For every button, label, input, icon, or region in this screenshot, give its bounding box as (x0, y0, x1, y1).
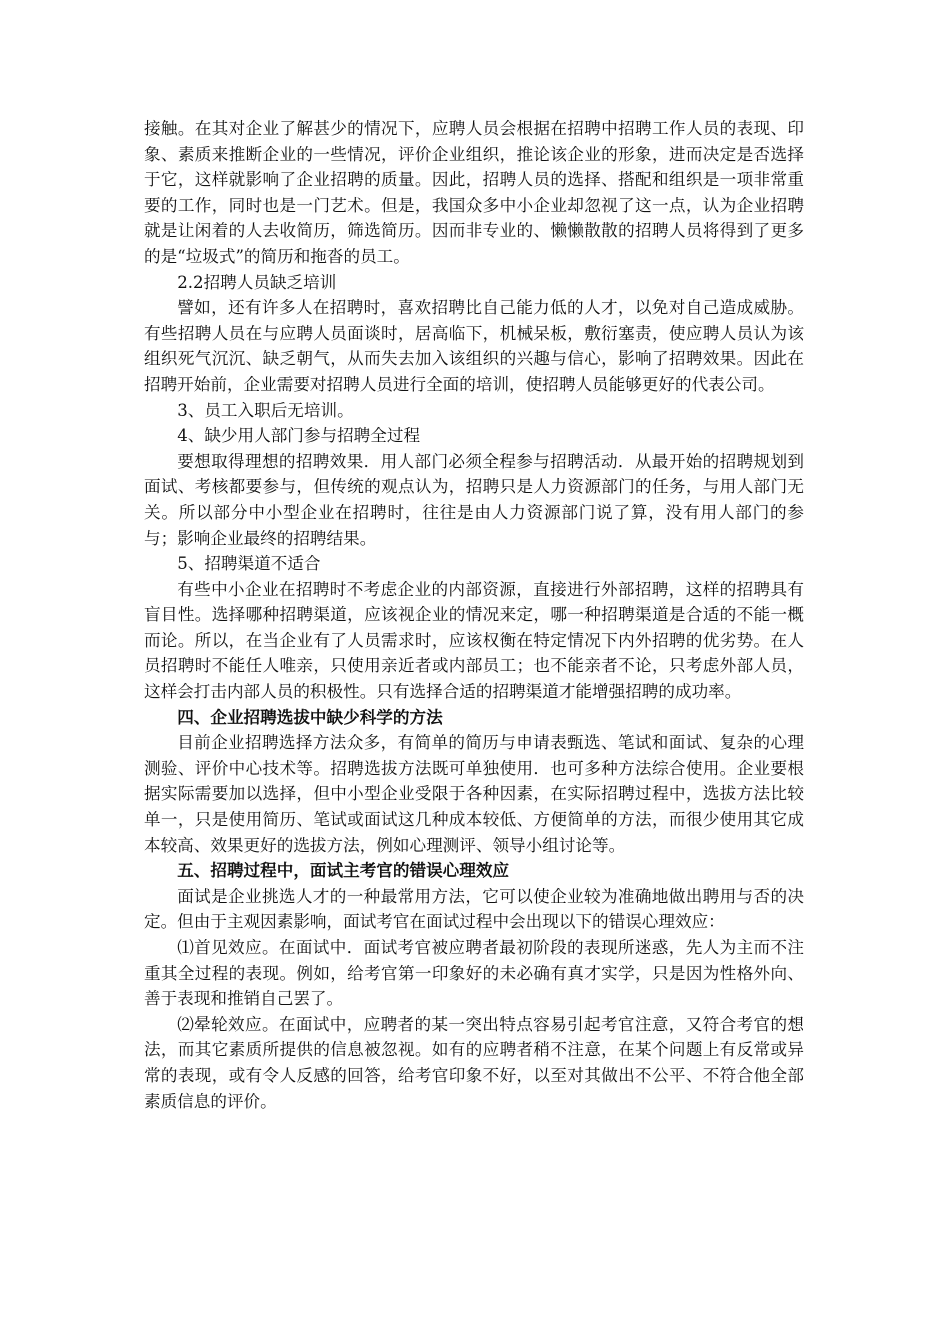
paragraph-primacy-effect: ⑴首见效应。在面试中．面试考官被应聘者最初阶段的表现所迷惑，先人为主而不注重其全过程的表现。例如，给考官第一印象好的未必确有真才实学，只是因为性格外向、善于表现和推销自己罢了。 (144, 938, 804, 1009)
section-heading-5-interviewer: 五、招聘过程中，面试主考官的错误心理效应 (177, 860, 510, 881)
heading-5-channels: 5、招聘渠道不适合 (177, 554, 321, 574)
paragraph-department-participation: 要想取得理想的招聘效果．用人部门必须全程参与招聘活动．从最开始的招聘规划到面试、考核都要参与，但传统的观点认为，招聘只是人力资源部门的任务，与用人部门无关。所以部分中小型企业在招聘时，往往是由人力资源部门说了算，没有用人部门的参与；影响企业最终的招聘结果。 (144, 451, 804, 548)
paragraph-selection-methods: 目前企业招聘选择方法众多，有简单的简历与申请表甄选、笔试和面试、复杂的心理测验、评价中心技术等。招聘选拔方法既可单独使用．也可多种方法综合使用。企业要根据实际需要加以选择，但中小型企业受限于各种因素，在实际招聘过程中，选拔方法比较单一，只是使用简历、笔试或面试这几种成本较低、方便简单的方法，而很少使用其它成本较高、效果更好的选拔方法，例如心理测评、领导小组讨论等。 (144, 733, 804, 855)
heading-2-2-training: 2.2招聘人员缺乏培训 (177, 272, 337, 292)
paragraph-halo-effect: ⑵晕轮效应。在面试中，应聘者的某一突出特点容易引起考官注意，又符合考官的想法，而其它素质所提供的信息被忽视。如有的应聘者稍不注意，在某个问题上有反常或异常的表现，或有令人反感的回答，给考官印象不好，以至对其做出不公平、不符合他全部素质信息的评价。 (144, 1014, 804, 1111)
heading-3-onboarding: 3、员工入职后无培训。 (177, 400, 354, 420)
heading-4-department: 4、缺少用人部门参与招聘全过程 (177, 426, 421, 446)
paragraph-recruitment-channels: 有些中小企业在招聘时不考虑企业的内部资源，直接进行外部招聘，这样的招聘具有盲目性。选择哪种招聘渠道，应该视企业的情况来定，哪一种招聘渠道是合适的不能一概而论。所以，在当企业有了人员需求时，应该权衡在特定情况下内外招聘的优劣势。在人员招聘时不能任人唯亲，只使用亲近者或内部员工；也不能亲者不论，只考虑外部人员，这样会打击内部人员的积极性。只有选择合适的招聘渠道才能增强招聘的成功率。 (144, 579, 804, 702)
paragraph-recruiter-training: 譬如，还有许多人在招聘时，喜欢招聘比自己能力低的人才，以免对自己造成威胁。有些招聘人员在与应聘人员面谈时，居高临下，机械呆板，敷衍塞责，使应聘人员认为该组织死气沉沉、缺乏朝气，从而失去加入该组织的兴趣与信心，影响了招聘效果。因此在招聘开始前，企业需要对招聘人员进行全面的培训，使招聘人员能够更好的代表公司。 (144, 298, 804, 394)
paragraph-interview-intro: 面试是企业挑选人才的一种最常用方法，它可以使企业较为准确地做出聘用与否的决定。但由于主观因素影响，面试考官在面试过程中会出现以下的错误心理效应： (144, 886, 804, 932)
paragraph-candidate-perception: 接触。在其对企业了解甚少的情况下，应聘人员会根据在招聘中招聘工作人员的表现、印象、素质来推断企业的一些情况，评价企业组织，推论该企业的形象，进而决定是否选择于它，这样就影响了企业招聘的质量。因此，招聘人员的选择、搭配和组织是一项非常重要的工作，同时也是一门艺术。但是，我国众多中小企业却忽视了这一点，认为企业招聘就是让闲着的人去收简历，筛选简历。因而非专业的、懒懒散散的招聘人员将得到了更多的是“垃圾式”的简历和拖沓的员工。 (144, 119, 804, 266)
document-page (144, 116, 804, 1114)
section-heading-4-methods: 四、企业招聘选拔中缺少科学的方法 (177, 706, 443, 727)
